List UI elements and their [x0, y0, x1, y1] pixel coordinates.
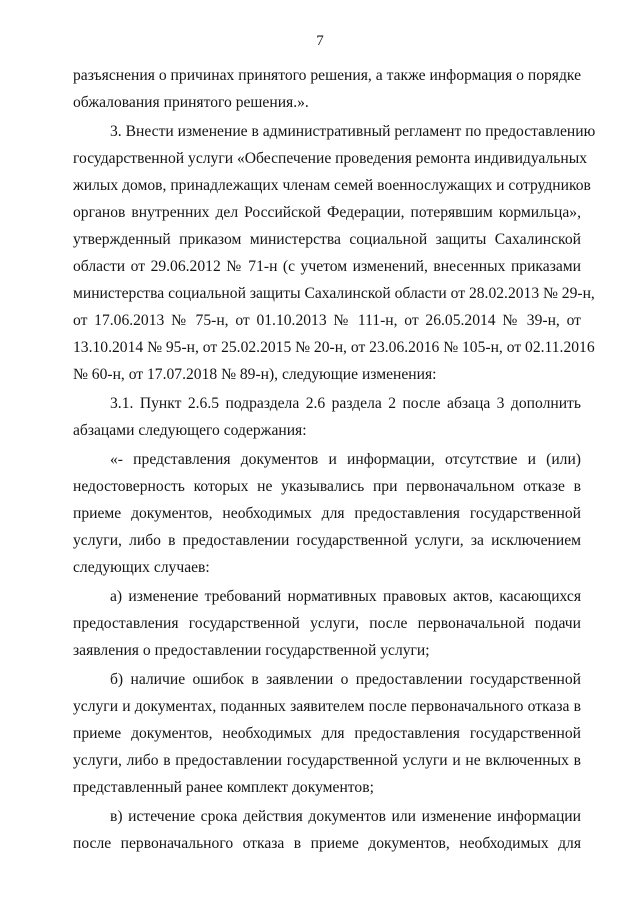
- text-line: услуги, либо в предоставлении государственной услуги и не включенных в: [73, 752, 581, 769]
- text-line: после первоначального отказа в приеме документов, необходимых для: [73, 835, 581, 852]
- text-line: разъяснения о причинах принятого решения, а также информация о порядке: [73, 67, 581, 84]
- text-line: представленный ранее комплект документов;: [73, 779, 374, 796]
- text-line: обжалования принятого решения.».: [73, 94, 309, 111]
- text-line: 3.1. Пункт 2.6.5 подраздела 2.6 раздела 2 после абзаца 3 дополнить: [110, 395, 581, 412]
- text-line: области от 29.06.2012 № 71-н (с учетом изменений, внесенных приказами: [73, 258, 581, 275]
- text-line: № 60-н, от 17.07.2018 № 89-н), следующие изменения:: [73, 366, 437, 383]
- text-line: государственной услуги «Обеспечение проведения ремонта индивидуальных: [73, 150, 588, 167]
- text-line: предоставления государственной услуги, после первоначальной подачи: [73, 615, 581, 632]
- text-line: недостоверность которых не указывались при первоначальном отказе в: [73, 478, 581, 495]
- text-line: 13.10.2014 № 95-н, от 25.02.2015 № 20-н, от 23.06.2016 № 105-н, от 02.11.2016: [73, 339, 595, 356]
- text-line: а) изменение требований нормативных правовых актов, касающихся: [110, 588, 581, 605]
- text-line: от 17.06.2013 № 75-н, от 01.10.2013 № 111-н, от 26.05.2014 № 39-н, от: [73, 312, 581, 329]
- text-line: следующих случаев:: [73, 559, 210, 576]
- text-line: заявления о предоставлении государственной услуги;: [73, 642, 430, 659]
- page-number: 7: [316, 33, 324, 49]
- text-line: 3. Внести изменение в административный регламент по предоставлению: [110, 123, 596, 140]
- text-line: органов внутренних дел Российской Федерации, потерявшим кормильца»,: [73, 204, 581, 221]
- text-line: услуги, либо в предоставлении государственной услуги, за исключением: [73, 532, 581, 549]
- text-line: утвержденный приказом министерства социальной защиты Сахалинской: [73, 231, 581, 248]
- text-line: жилых домов, принадлежащих членам семей военнослужащих и сотрудников: [73, 177, 591, 194]
- text-line: услуги и документах, поданных заявителем после первоначального отказа в: [73, 698, 581, 715]
- text-line: «- представления документов и информации, отсутствие и (или): [110, 451, 581, 468]
- text-line: в) истечение срока действия документов или изменение информации: [110, 808, 581, 825]
- text-line: абзацами следующего содержания:: [73, 422, 307, 439]
- text-line: приеме документов, необходимых для предоставления государственной: [73, 505, 581, 522]
- text-line: приеме документов, необходимых для предоставления государственной: [73, 725, 581, 742]
- text-line: б) наличие ошибок в заявлении о предоставлении государственной: [110, 671, 581, 688]
- text-line: министерства социальной защиты Сахалинской области от 28.02.2013 № 29-н,: [73, 285, 595, 302]
